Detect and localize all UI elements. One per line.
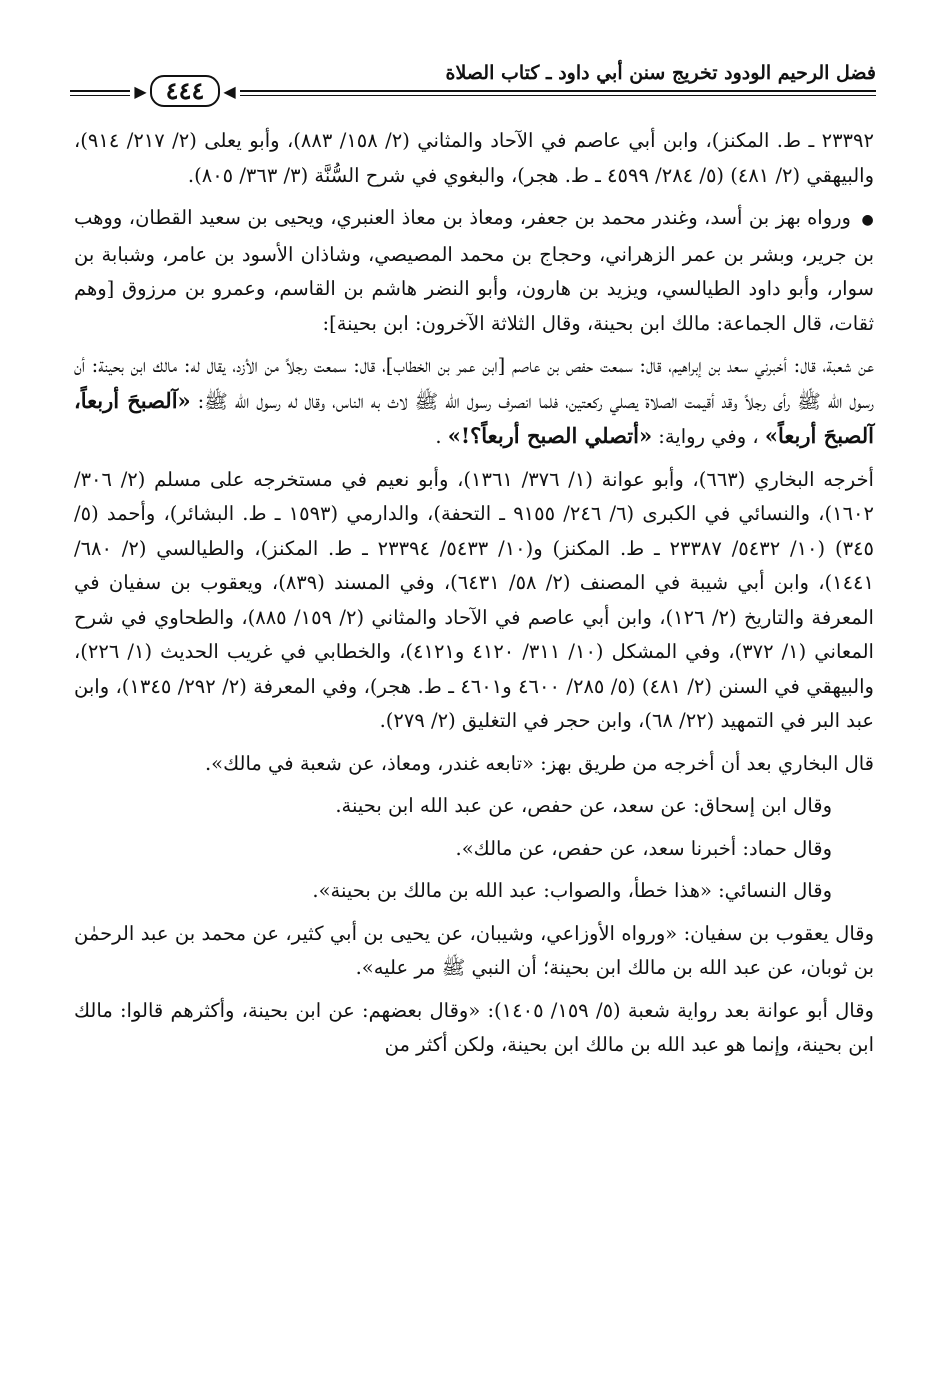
paragraph-nasai: وقال النسائي: «هذا خطأ، والصواب: عبد الله بن مالك بن بحينة». [312,879,832,902]
paragraph-hammad: وقال حماد: أخبرنا سعد، عن حفص، عن مالك». [455,836,832,860]
paragraph-bukhari-comment: قال البخاري بعد أن أخرجه من طريق بهز: «تابعه غندر، ومعاذ، عن شعبة في مالك». [204,751,874,775]
ornament-left-icon: ◀ [223,81,236,101]
page-number: ٤٤٤ [150,75,221,107]
hadith-text-main: عن شعبة، قال: أخبرني سعد بن إبراهيم، قال: سمعت حفص بن عاصم [ابن عمر بن الخطاب]، قال: سمعت رجلاً من الأزد، يقال له: مالك ابن بحينة: أن رسول الله ﷺ رأى رجلاً وقد أقيمت الصلاة يصلي ركعتين، فلما انصرف رسول الله ﷺ لاث به الناس، وقال له رسول الله ﷺ: [74,354,874,413]
paragraph-narrators-text: ورواه بهز بن أسد، وغندر محمد بن جعفر، ومعاذ بن معاذ العنبري، ويحيى بن سعيد القطان، ووهب بن جرير، وبشر بن عمر الزهراني، وحجاج بن محمد المصيصي، وشاذان الأسود بن عامر، وشبابة بن سوار، وأبو داود الطيالسي، ويزيد بن هارون، وأبو النضر هاشم بن القاسم، وعمرو بن مرزوق [وهم ثقات، قال الجماعة: مالك ابن بحينة، وقال الثلاثة الآخرون: ابن بحينة]: [74,206,874,335]
hadith-text-mid: ، وفي رواية: [658,425,759,448]
running-title: فضل الرحيم الودود تخريج سنن أبي داود ـ كتاب الصلاة [445,62,876,84]
paragraph-hadith-text [74,349,874,455]
hadith-quote-primary: «آلصبحَ أربعاً، آلصبحَ أربعاً» [74,387,874,448]
paragraph-continuation: ٢٣٣٩٢ ـ ط. المكنز)، وابن أبي عاصم في الآحاد والمثاني (٢/ ١٥٨/ ٨٨٣)، وأبو يعلى (٢/ ٢١٧/ ٩١٤)، والبيهقي (٢/ ٤٨١) (٥/ ٢٨٤/ ٤٥٩٩ ـ ط. هجر)، والبغوي في شرح السُّنَّة (٣/ ٣٦٣/ ٨٠٥). [74,129,874,187]
paragraph-yaqub: وقال يعقوب بن سفيان: «ورواه الأوزاعي، وشيبان، عن يحيى بن أبي كثير، عن محمد بن عبد الرحمٰن بن ثوبان، عن عبد الله بن مالك ابن بحينة؛ أن النبي ﷺ مر عليه». [74,921,874,979]
hadith-quote-variant: «أتصلي الصبح أربعاً؟!» [447,423,653,448]
page-body [74,124,874,1071]
paragraph-ibn-ishaq: وقال ابن إسحاق: عن سعد، عن حفص، عن عبد الله ابن بحينة. [335,794,832,817]
paragraph-narrators [74,201,874,341]
page-header [70,60,876,112]
bullet-icon: ● [861,212,875,228]
paragraph-abu-awana: وقال أبو عوانة بعد رواية شعبة (٥/ ١٥٩/ ١٤٠٥): «وقال بعضهم: عن ابن بحينة، وأكثرهم قالوا: مالك ابن بحينة، وإنما هو عبد الله بن مالك ابن بحينة، ولكن أكثر من [74,998,874,1056]
paragraph-takhrij: أخرجه البخاري (٦٦٣)، وأبو عوانة (١/ ٣٧٦/ ١٣٦١)، وأبو نعيم في مستخرجه على مسلم (٢/ ٣٠٦/ ١٦٠٢)، والنسائي في الكبرى (٦/ ٢٤٦/ ٩١٥٥ ـ التحفة)، والدارمي (١٥٩٣ ـ ط. البشائر)، وأحمد (٥/ ٣٤٥) (١٠/ ٥٤٣٢/ ٢٣٣٨٧ ـ ط. المكنز) و(١٠/ ٥٤٣٣/ ٢٣٣٩٤ ـ ط. المكنز)، والطيالسي (٢/ ٦٨٠/ ١٤٤١)، وابن أبي شيبة في المصنف (٢/ ٥٨/ ٦٤٣١)، وفي المسند (٨٣٩)، ويعقوب بن سفيان في المعرفة والتاريخ (٢/ ١٢٦)، وابن أبي عاصم في الآحاد والمثاني (٢/ ١٥٩/ ٨٨٥)، والطحاوي في شرح المعاني (١/ ٣٧٢)، وفي المشكل (١٠/ ٣١١/ ٤١٢٠ و٤١٢١)، والخطابي في غريب الحديث (١/ ٢٢٦)، والبيهقي في السنن (٢/ ٤٨١) (٥/ ٢٨٥/ ٤٦٠٠ و٤٦٠١ ـ ط. هجر)، وفي المعرفة (٢/ ٢٩٢/ ١٣٤٥)، وابن عبد البر في التمهيد (٢٢/ ٦٨)، وابن حجر في التغليق (٢/ ٢٧٩). [74,467,875,732]
ornament-right-icon: ▶ [134,81,147,101]
page-number-badge [130,74,240,108]
hadith-text-end: . [435,425,442,448]
